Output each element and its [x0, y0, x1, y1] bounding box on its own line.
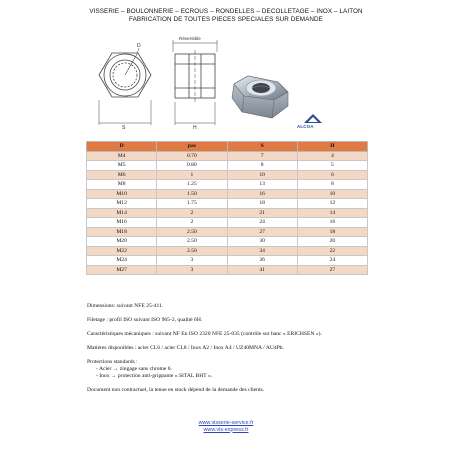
- table-row: [87, 199, 368, 209]
- cell-h: 27: [297, 265, 367, 275]
- cell-pas: 2: [157, 208, 227, 218]
- cell-h: 14: [297, 208, 367, 218]
- cell-h: 24: [297, 256, 367, 266]
- cell-s: 27: [227, 227, 297, 237]
- link-vis-express[interactable]: www.vis-express.fr: [203, 426, 249, 433]
- cell-h: 5: [297, 161, 367, 171]
- cell-s: 34: [227, 246, 297, 256]
- page-header: [0, 8, 452, 24]
- footer-links: [0, 420, 452, 433]
- header-line-1: VISSERIE – BOULONNERIE – ECROUS – RONDELLES – DECOLLETAGE – INOX – LAITON: [89, 8, 363, 15]
- cell-s: 10: [227, 170, 297, 180]
- table-row: [87, 180, 368, 190]
- table-row: [87, 208, 368, 218]
- cell-s: 13: [227, 180, 297, 190]
- cell-d: M12: [87, 199, 157, 209]
- cell-pas: 0.80: [157, 161, 227, 171]
- table-row: [87, 161, 368, 171]
- table-row: [87, 265, 368, 275]
- cell-h: 18: [297, 227, 367, 237]
- cell-d: M6: [87, 170, 157, 180]
- label-reversible: Réversible: [179, 36, 201, 41]
- protection-item-inox: - Inox → protection anti-grippante « SITAL BHT ».: [96, 373, 213, 379]
- header-d: D: [87, 142, 157, 152]
- table-row: [87, 170, 368, 180]
- link-visserie-service[interactable]: www.visserie-service.fr: [198, 420, 254, 426]
- cell-pas: 2.50: [157, 227, 227, 237]
- protections-title: Protections standards :: [87, 359, 138, 365]
- note-dimensions: Dimensions: suivant NFE 25-411.: [87, 303, 164, 309]
- cell-pas: 3: [157, 265, 227, 275]
- cell-s: 41: [227, 265, 297, 275]
- cell-d: M22: [87, 246, 157, 256]
- cell-s: 21: [227, 208, 297, 218]
- header-h: H: [297, 142, 367, 152]
- note-filetage: Filetage : profil ISO suivant ISO 965-2, qualité 6H.: [87, 317, 203, 323]
- table-row: [87, 227, 368, 237]
- alcoa-logo-icon: [298, 113, 328, 133]
- cell-pas: 1.75: [157, 199, 227, 209]
- header-line-2: FABRICATION DE TOUTES PIECES SPECIALES SUR DEMANDE: [129, 16, 323, 23]
- cell-h: 4: [297, 151, 367, 161]
- cell-pas: 2.50: [157, 237, 227, 247]
- alcoa-logo-text: ALCOA: [297, 124, 314, 129]
- cell-d: M5: [87, 161, 157, 171]
- table-row: [87, 237, 368, 247]
- side-view: [173, 40, 217, 125]
- cell-pas: 1.25: [157, 180, 227, 190]
- label-d: D: [137, 43, 141, 49]
- cell-h: 22: [297, 246, 367, 256]
- cell-pas: 1.50: [157, 189, 227, 199]
- cell-pas: 1: [157, 170, 227, 180]
- cell-s: 16: [227, 189, 297, 199]
- cell-s: 18: [227, 199, 297, 209]
- note-protections: [87, 359, 387, 380]
- cell-s: 24: [227, 218, 297, 228]
- dimensions-table: [86, 141, 368, 275]
- cell-d: M16: [87, 218, 157, 228]
- header-pas: pas: [157, 142, 227, 152]
- note-disclaimer: Document non contractuel, la tenue en stock dépend de la demande des clients.: [87, 387, 265, 393]
- cell-pas: 2: [157, 218, 227, 228]
- hex-front-view: [99, 48, 151, 125]
- table-row: [87, 189, 368, 199]
- cell-d: M24: [87, 256, 157, 266]
- note-matieres: Matières disponibles : acier CL6 / acier CL8 / Inox A2 / Inox A4 / UZ40MNA / AU4Pb.: [87, 345, 285, 351]
- cell-s: 8: [227, 161, 297, 171]
- header-s: S: [227, 142, 297, 152]
- cell-h: 8: [297, 180, 367, 190]
- table-row: [87, 151, 368, 161]
- cell-d: M14: [87, 208, 157, 218]
- notes-section: [87, 303, 387, 401]
- label-s: S: [122, 125, 126, 131]
- cell-h: 20: [297, 237, 367, 247]
- cell-d: M18: [87, 227, 157, 237]
- cell-d: M27: [87, 265, 157, 275]
- table-header-row: [87, 142, 368, 152]
- cell-s: 7: [227, 151, 297, 161]
- cell-pas: 0.70: [157, 151, 227, 161]
- cell-d: M8: [87, 180, 157, 190]
- cell-pas: 3: [157, 256, 227, 266]
- cell-d: M4: [87, 151, 157, 161]
- table-body: [87, 151, 368, 275]
- cell-h: 6: [297, 170, 367, 180]
- cell-d: M20: [87, 237, 157, 247]
- protection-item-acier: - Acier → zingage sans chrome 6.: [96, 366, 172, 372]
- table-row: [87, 246, 368, 256]
- cell-s: 30: [227, 237, 297, 247]
- cell-h: 10: [297, 189, 367, 199]
- cell-pas: 2.50: [157, 246, 227, 256]
- cell-s: 36: [227, 256, 297, 266]
- label-h: H: [193, 125, 197, 131]
- cell-h: 16: [297, 218, 367, 228]
- cell-d: M10: [87, 189, 157, 199]
- table-row: [87, 218, 368, 228]
- nut-photo: [226, 62, 296, 124]
- cell-h: 12: [297, 199, 367, 209]
- table-row: [87, 256, 368, 266]
- note-caracteristiques: Caractéristiques mécaniques : suivant NF En ISO 2320 NFE 25-035 (contrôle sur banc « ERICHSEN »).: [87, 331, 322, 337]
